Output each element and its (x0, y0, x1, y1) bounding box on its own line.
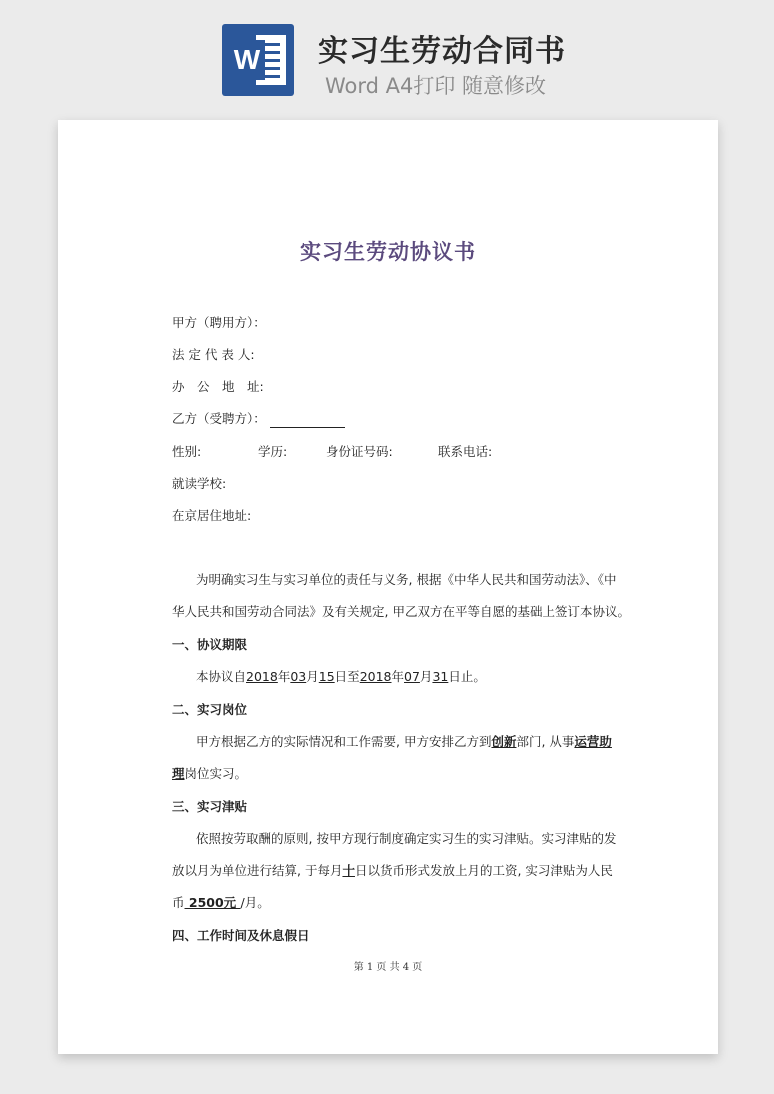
school-label: 就读学校: (172, 476, 227, 491)
gender-label: 性别: (172, 444, 202, 459)
party-b-label: 乙方（受聘方）： (172, 411, 266, 426)
beijing-address-label: 在京居住地址: (172, 508, 252, 523)
promo-header (0, 0, 774, 115)
section-3-line-1: 依照按劳取酬的原则, 按甲方现行制度确定实习生的实习津贴。实习津贴的发 (196, 831, 617, 846)
section-1-heading: 一、协议期限 (172, 637, 248, 652)
document-page (58, 120, 718, 1054)
section-4-heading: 四、工作时间及休息假日 (172, 928, 310, 943)
intro-line-1: 为明确实习生与实习单位的责任与义务, 根据《中华人民共和国劳动法》、《中 (196, 572, 617, 587)
legal-rep-label: 法 定 代 表 人: (172, 347, 255, 362)
section-2-heading: 二、实习岗位 (172, 702, 248, 717)
section-3-heading: 三、实习津贴 (172, 799, 248, 814)
id-number-label: 身份证号码: (326, 444, 393, 459)
word-icon-letter: W (229, 40, 265, 80)
word-icon (222, 24, 294, 96)
intro-line-2: 华人民共和国劳动合同法》及有关规定, 甲乙双方在平等自愿的基础上签订本协议。 (172, 604, 630, 619)
address-label: 办 公 地 址: (172, 379, 264, 394)
pay-day: 十 (342, 863, 355, 878)
start-month: 03 (290, 669, 307, 684)
start-year: 2018 (246, 669, 278, 684)
end-year: 2018 (359, 669, 392, 684)
section-3-line-2: 放以月为单位进行结算, 于每月十日以货币形式发放上月的工资, 实习津贴为人民 (172, 863, 613, 878)
department: 创新 (491, 734, 517, 749)
end-month: 07 (404, 669, 420, 684)
section-1-text: 本协议自2018年03月15日至2018年07月31日止。 (196, 669, 486, 684)
phone-label: 联系电话: (438, 444, 493, 459)
document-title: 实习生劳动协议书 (300, 240, 476, 264)
section-3-line-3: 币 2500元 /月。 (172, 895, 270, 910)
page-footer: 第 1 页 共 4 页 (353, 962, 423, 973)
section-2-line-1: 甲方根据乙方的实际情况和工作需要, 甲方安排乙方到创新部门, 从事运营助 (196, 734, 612, 749)
party-b-blank[interactable] (270, 413, 345, 428)
role: 运营助 (574, 734, 612, 749)
section-2-line-2: 理岗位实习。 (172, 766, 248, 781)
party-a-label: 甲方（聘用方）： (172, 315, 266, 330)
education-label: 学历: (258, 444, 288, 459)
start-day: 15 (318, 669, 335, 684)
allowance-amount: 2500元 (184, 895, 241, 910)
end-day: 31 (432, 669, 449, 684)
role-continued: 理 (172, 766, 185, 781)
header-title: 实习生劳动合同书 (318, 34, 566, 69)
party-b-line (172, 410, 345, 428)
header-subtitle: Word A4打印 随意修改 (325, 74, 547, 98)
